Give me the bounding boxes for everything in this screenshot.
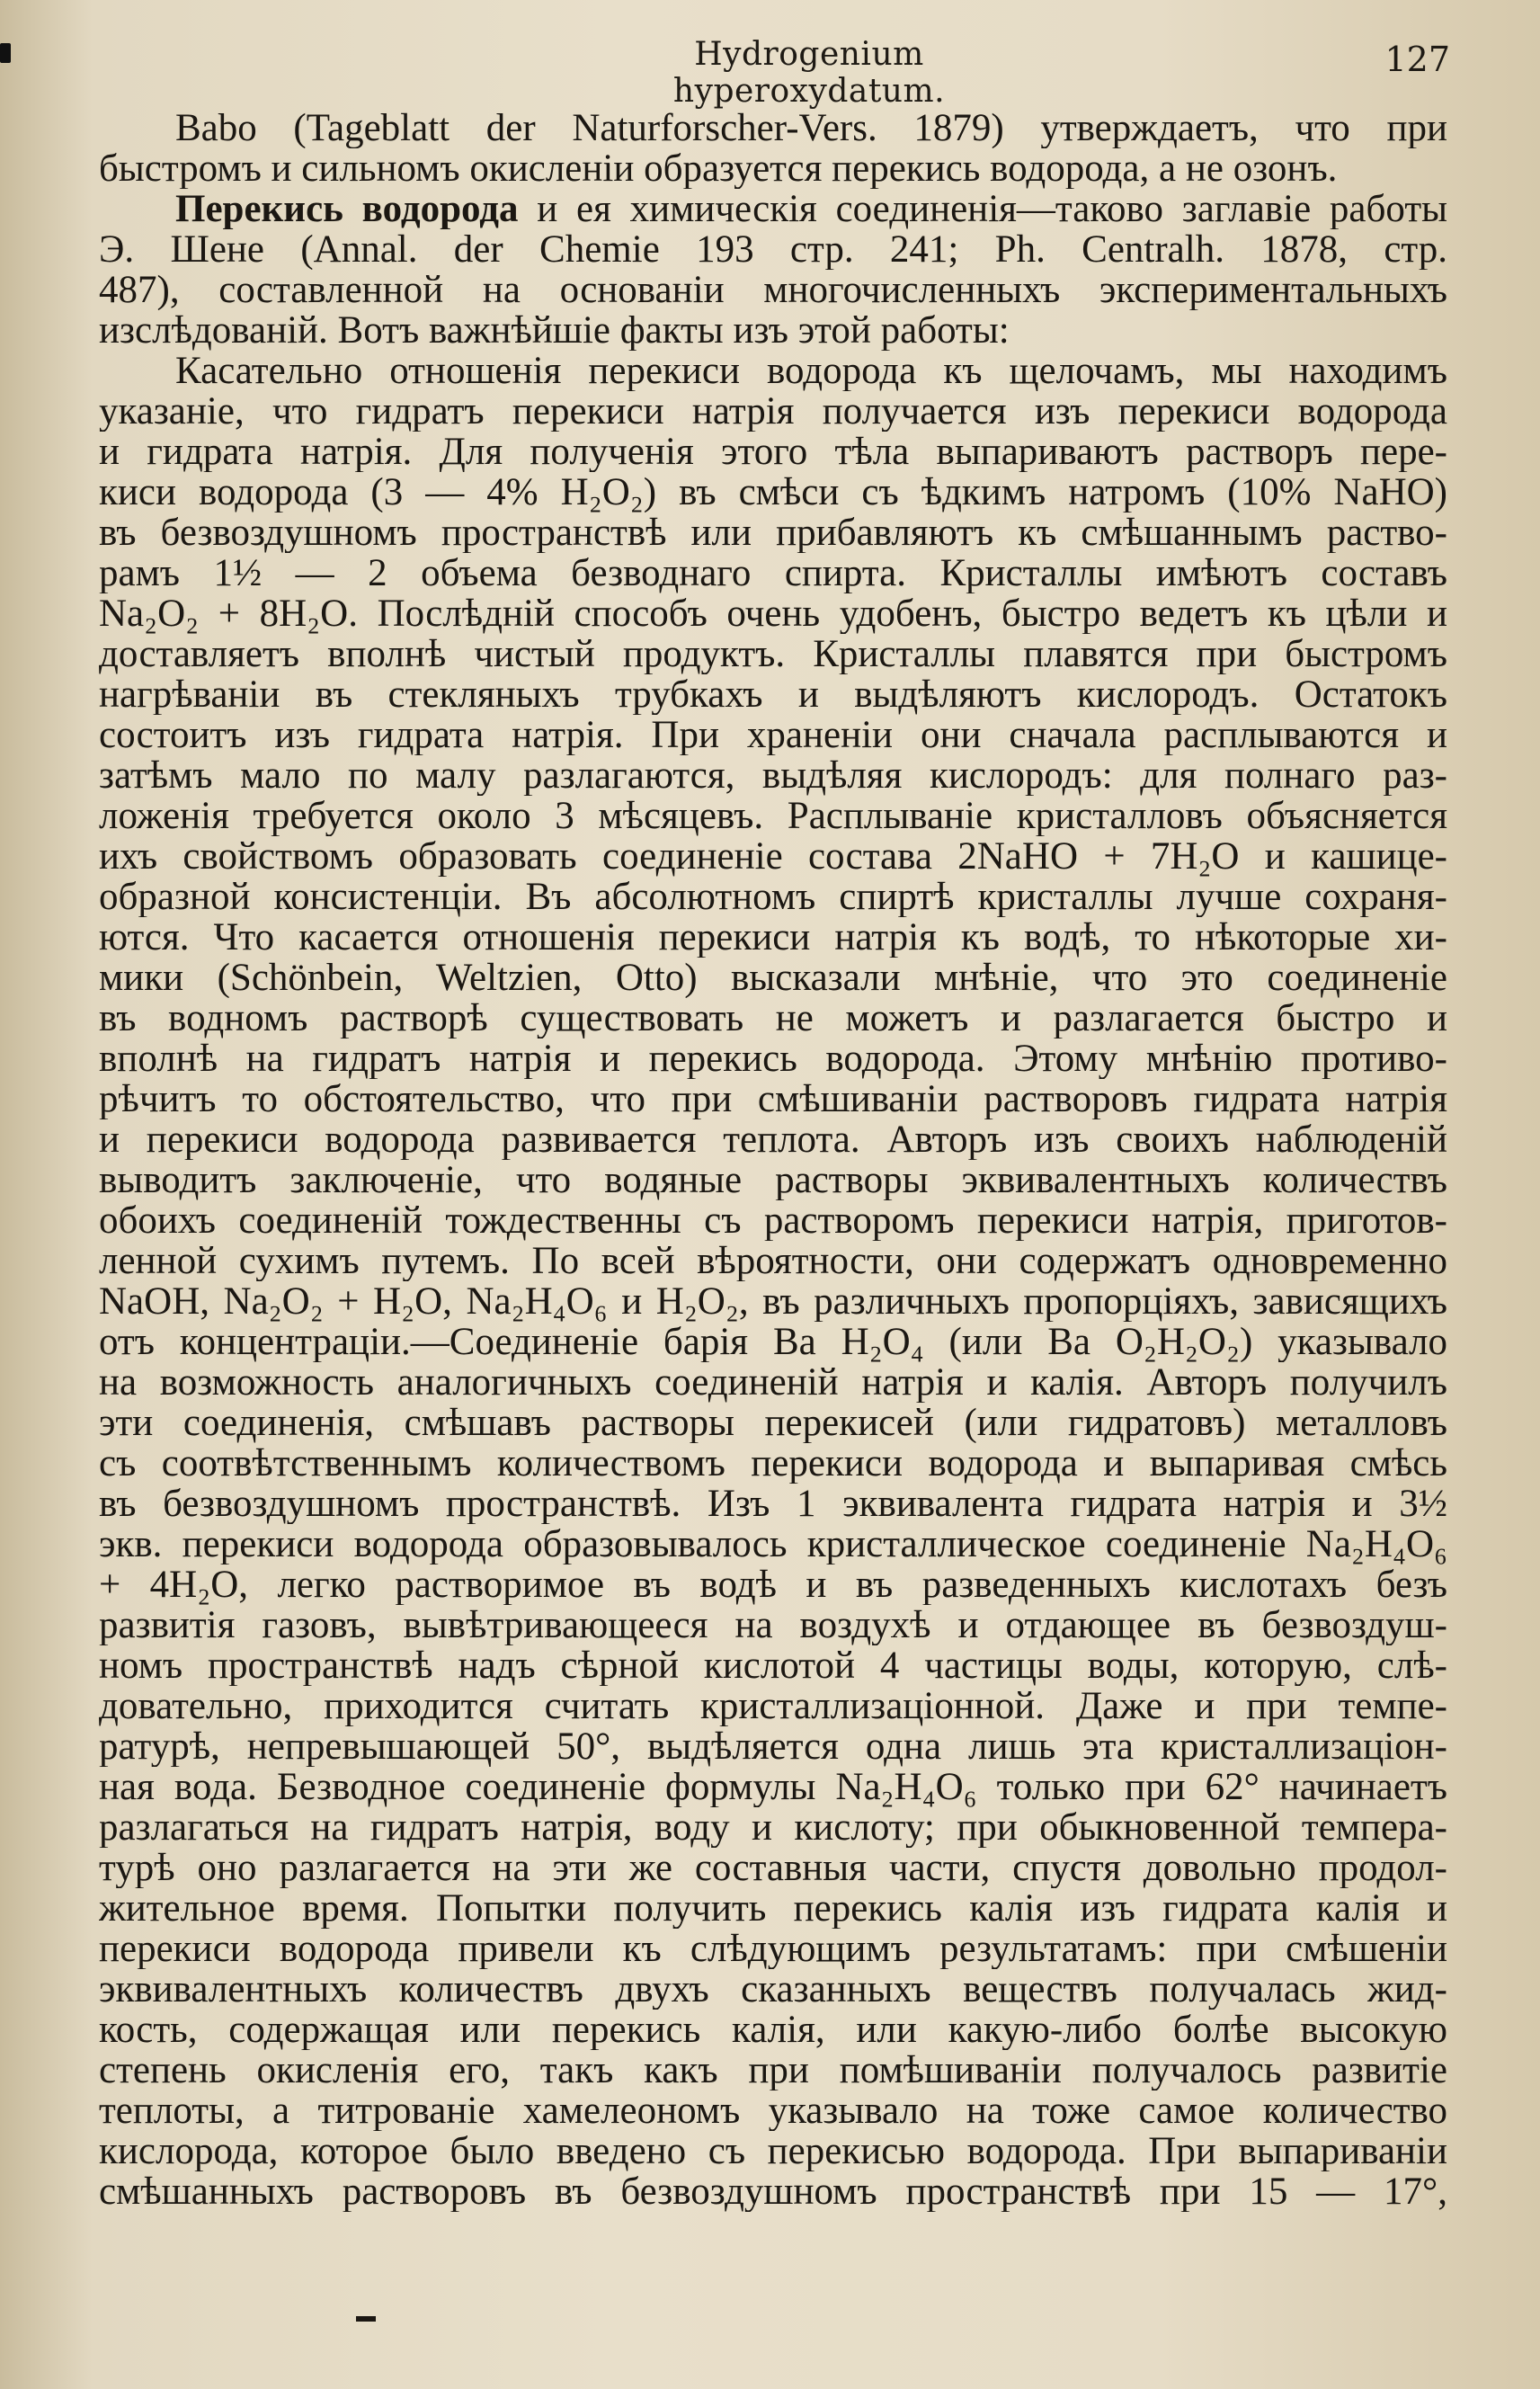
text-line — [99, 1686, 1447, 1726]
text-line — [99, 2010, 1447, 2050]
text-line — [99, 1039, 1447, 1079]
text-line — [99, 1119, 1447, 1160]
text-line — [99, 836, 1447, 877]
line-text: перекиси водорода привели къ слѣдующимъ результатамъ: при смѣшеніи — [99, 1929, 1447, 1969]
line-text: жительное время. Попытки получить перекись калія изъ гидрата калія и — [99, 1888, 1447, 1929]
text-line — [99, 634, 1447, 674]
line-text: мики (Schönbein, Weltzien, Otto) высказали мнѣніе, что это соединеніе — [99, 958, 1447, 998]
text-line — [99, 2171, 1447, 2212]
text-line — [99, 391, 1447, 432]
text-line — [99, 1079, 1447, 1119]
text-line — [99, 958, 1447, 998]
line-text: Na₂O₂ + 8H₂O. Послѣдній способъ очень удобенъ, быстро ведетъ къ цѣли и — [99, 593, 1447, 634]
text-line — [99, 1443, 1447, 1484]
text-line — [99, 1888, 1447, 1929]
line-text: съ соотвѣтственнымъ количествомъ перекиси водорода и выпаривая смѣсь — [99, 1443, 1447, 1484]
line-text: на возможность аналогичныхъ соединеній натрія и калія. Авторъ получилъ — [99, 1362, 1447, 1403]
text-line — [99, 1281, 1447, 1322]
line-text: Babo (Tageblatt der Naturforscher-Vers. 1879) утверждаетъ, что при — [175, 108, 1447, 148]
line-text: образной консистенціи. Въ абсолютномъ спиртѣ кристаллы лучше сохраня- — [99, 877, 1447, 917]
line-text: Э. Шене (Annal. der Chemie 193 стр. 241; Ph. Centralh. 1878, стр. — [99, 229, 1447, 270]
text-line — [99, 189, 1447, 229]
line-text: ихъ свойствомъ образовать соединеніе состава 2NaHO + 7H₂O и кашице- — [99, 836, 1447, 877]
line-text: вполнѣ на гидратъ натрія и перекись водорода. Этому мнѣнію противо- — [99, 1039, 1447, 1079]
text-line — [99, 351, 1447, 391]
text-line — [99, 998, 1447, 1039]
text-line — [99, 310, 1447, 351]
line-text: ленной сухимъ путемъ. По всей вѣроятности, они содержатъ одновременно — [99, 1241, 1447, 1281]
line-text: и ея химическія соединенія—таково заглавіе работы — [518, 189, 1447, 229]
line-text: указаніе, что гидратъ перекиси натрія получается изъ перекиси водорода — [99, 391, 1447, 432]
line-text: выводитъ заключеніе, что водяные растворы эквивалентныхъ количествъ — [99, 1160, 1447, 1200]
margin-ink-mark — [0, 43, 11, 63]
line-text: отъ концентраціи.—Соединеніе барія Ba H₂O₄ (или Ba O₂H₂O₂) указывало — [99, 1322, 1447, 1362]
text-line — [99, 1969, 1447, 2010]
line-text: довательно, приходится считать кристаллизаціонной. Даже и при темпе- — [99, 1686, 1447, 1726]
text-line — [99, 1848, 1447, 1888]
text-line — [99, 1767, 1447, 1807]
text-line — [99, 1403, 1447, 1443]
text-line — [99, 513, 1447, 553]
line-text: въ безвоздушномъ пространствѣ или прибавляютъ къ смѣшаннымъ раство- — [99, 513, 1447, 553]
text-line — [99, 593, 1447, 634]
text-line — [99, 1484, 1447, 1524]
line-text: экв. перекиси водорода образовывалось кристаллическое соединеніе Na₂H₄O₆ — [99, 1524, 1447, 1564]
line-text: смѣшанныхъ растворовъ въ безвоздушномъ пространствѣ при 15 — 17°, — [99, 2171, 1447, 2212]
line-text: номъ пространствѣ надъ сѣрной кислотой 4 частицы воды, которую, слѣ- — [99, 1645, 1447, 1686]
text-line — [99, 1241, 1447, 1281]
line-text: рамъ 1½ — 2 объема безводнаго спирта. Кристаллы имѣютъ составъ — [99, 553, 1447, 593]
line-text: ная вода. Безводное соединеніе формулы Na₂H₄O₆ только при 62° начинаетъ — [99, 1767, 1447, 1807]
text-line — [99, 2131, 1447, 2171]
line-text: развитія газовъ, вывѣтривающееся на воздухѣ и отдающее въ безвоздуш- — [99, 1605, 1447, 1645]
text-line — [99, 2090, 1447, 2131]
text-line — [99, 229, 1447, 270]
text-line — [99, 553, 1447, 593]
text-line — [99, 1726, 1447, 1767]
printer-mark — [356, 2316, 376, 2322]
text-line — [99, 432, 1447, 472]
text-line — [99, 2050, 1447, 2090]
line-text: и перекиси водорода развивается теплота. Авторъ изъ своихъ наблюденій — [99, 1119, 1447, 1160]
line-text: нагрѣваніи въ стекляныхъ трубкахъ и выдѣляютъ кислородъ. Остатокъ — [99, 674, 1447, 715]
text-line — [99, 472, 1447, 513]
line-text: ложенія требуется около 3 мѣсяцевъ. Расплываніе кристалловъ объясняется — [99, 796, 1447, 836]
section-heading: Перекись водорода — [175, 189, 519, 229]
text-line — [99, 270, 1447, 310]
line-text: NaOH, Na₂O₂ + H₂O, Na₂H₄O₆ и H₂O₂, въ различныхъ пропорціяхъ, зависящихъ — [99, 1281, 1447, 1322]
text-line — [99, 1160, 1447, 1200]
line-text: затѣмъ мало по малу разлагаются, выдѣляя кислородъ: для полнаго раз- — [99, 755, 1447, 796]
text-line — [99, 877, 1447, 917]
text-line — [99, 1564, 1447, 1605]
line-text: турѣ оно разлагается на эти же составныя части, спустя довольно продол- — [99, 1848, 1447, 1888]
text-line — [99, 1807, 1447, 1848]
line-text: въ безвоздушномъ пространствѣ. Изъ 1 эквивалента гидрата натрія и 3½ — [99, 1484, 1447, 1524]
text-line — [99, 148, 1447, 189]
line-text: изслѣдованій. Вотъ важнѣйшіе факты изъ этой работы: — [99, 310, 1010, 351]
line-text: доставляетъ вполнѣ чистый продуктъ. Кристаллы плавятся при быстромъ — [99, 634, 1447, 674]
line-text: эквивалентныхъ количествъ двухъ сказанныхъ веществъ получалась жид- — [99, 1969, 1447, 2010]
text-line — [99, 108, 1447, 148]
line-text: эти соединенія, смѣшавъ растворы перекисей (или гидратовъ) металловъ — [99, 1403, 1447, 1443]
line-text: въ водномъ растворѣ существовать не можетъ и разлагается быстро и — [99, 998, 1447, 1039]
line-text: + 4H₂O, легко растворимое въ водѣ и въ разведенныхъ кислотахъ безъ — [99, 1564, 1447, 1605]
page-number: 127 — [1384, 40, 1450, 79]
line-text: и гидрата натрія. Для полученія этого тѣла выпариваютъ растворъ пере- — [99, 432, 1447, 472]
text-line — [99, 917, 1447, 958]
line-text: ратурѣ, непревышающей 50°, выдѣляется одна лишь эта кристаллизаціон- — [99, 1726, 1447, 1767]
line-text: быстромъ и сильномъ окисленіи образуется перекись водорода, а не озонъ. — [99, 148, 1338, 189]
text-line — [99, 715, 1447, 755]
text-line — [99, 1645, 1447, 1686]
line-text: состоитъ изъ гидрата натрія. При храненіи они сначала расплываются и — [99, 715, 1447, 755]
line-text: 487), составленной на основаніи многочисленныхъ экспериментальныхъ — [99, 270, 1447, 310]
text-line — [99, 1524, 1447, 1564]
line-text: обоихъ соединеній тождественны съ растворомъ перекиси натрія, приготов- — [99, 1200, 1447, 1241]
line-text: ются. Что касается отношенія перекиси натрія къ водѣ, то нѣкоторые хи- — [99, 917, 1447, 958]
body-text — [99, 108, 1447, 2212]
text-line — [99, 755, 1447, 796]
text-line — [99, 1929, 1447, 1969]
text-line — [99, 1200, 1447, 1241]
line-text: рѣчитъ то обстоятельство, что при смѣшиваніи растворовъ гидрата натрія — [99, 1079, 1447, 1119]
line-text: киси водорода (3 — 4% H₂O₂) въ смѣси съ ѣдкимъ натромъ (10% NaHO) — [99, 472, 1447, 513]
text-line — [99, 796, 1447, 836]
text-line — [99, 1322, 1447, 1362]
line-text: теплоты, а титрованіе хамелеономъ указывало на тоже самое количество — [99, 2090, 1447, 2131]
line-text: Касательно отношенія перекиси водорода къ щелочамъ, мы находимъ — [175, 351, 1447, 391]
line-text: кость, содержащая или перекись калія, или какую-либо болѣе высокую — [99, 2010, 1447, 2050]
line-text: разлагаться на гидратъ натрія, воду и кислоту; при обыкновенной темпера- — [99, 1807, 1447, 1848]
text-line — [99, 674, 1447, 715]
line-text: степень окисленія его, такъ какъ при помѣшиваніи получалось развитіе — [99, 2050, 1447, 2090]
text-line — [99, 1605, 1447, 1645]
running-title: Hydrogenium hyperoxydatum. — [672, 36, 946, 110]
text-line — [99, 1362, 1447, 1403]
line-text: кислорода, которое было введено съ перекисью водорода. При выпариваніи — [99, 2131, 1447, 2171]
